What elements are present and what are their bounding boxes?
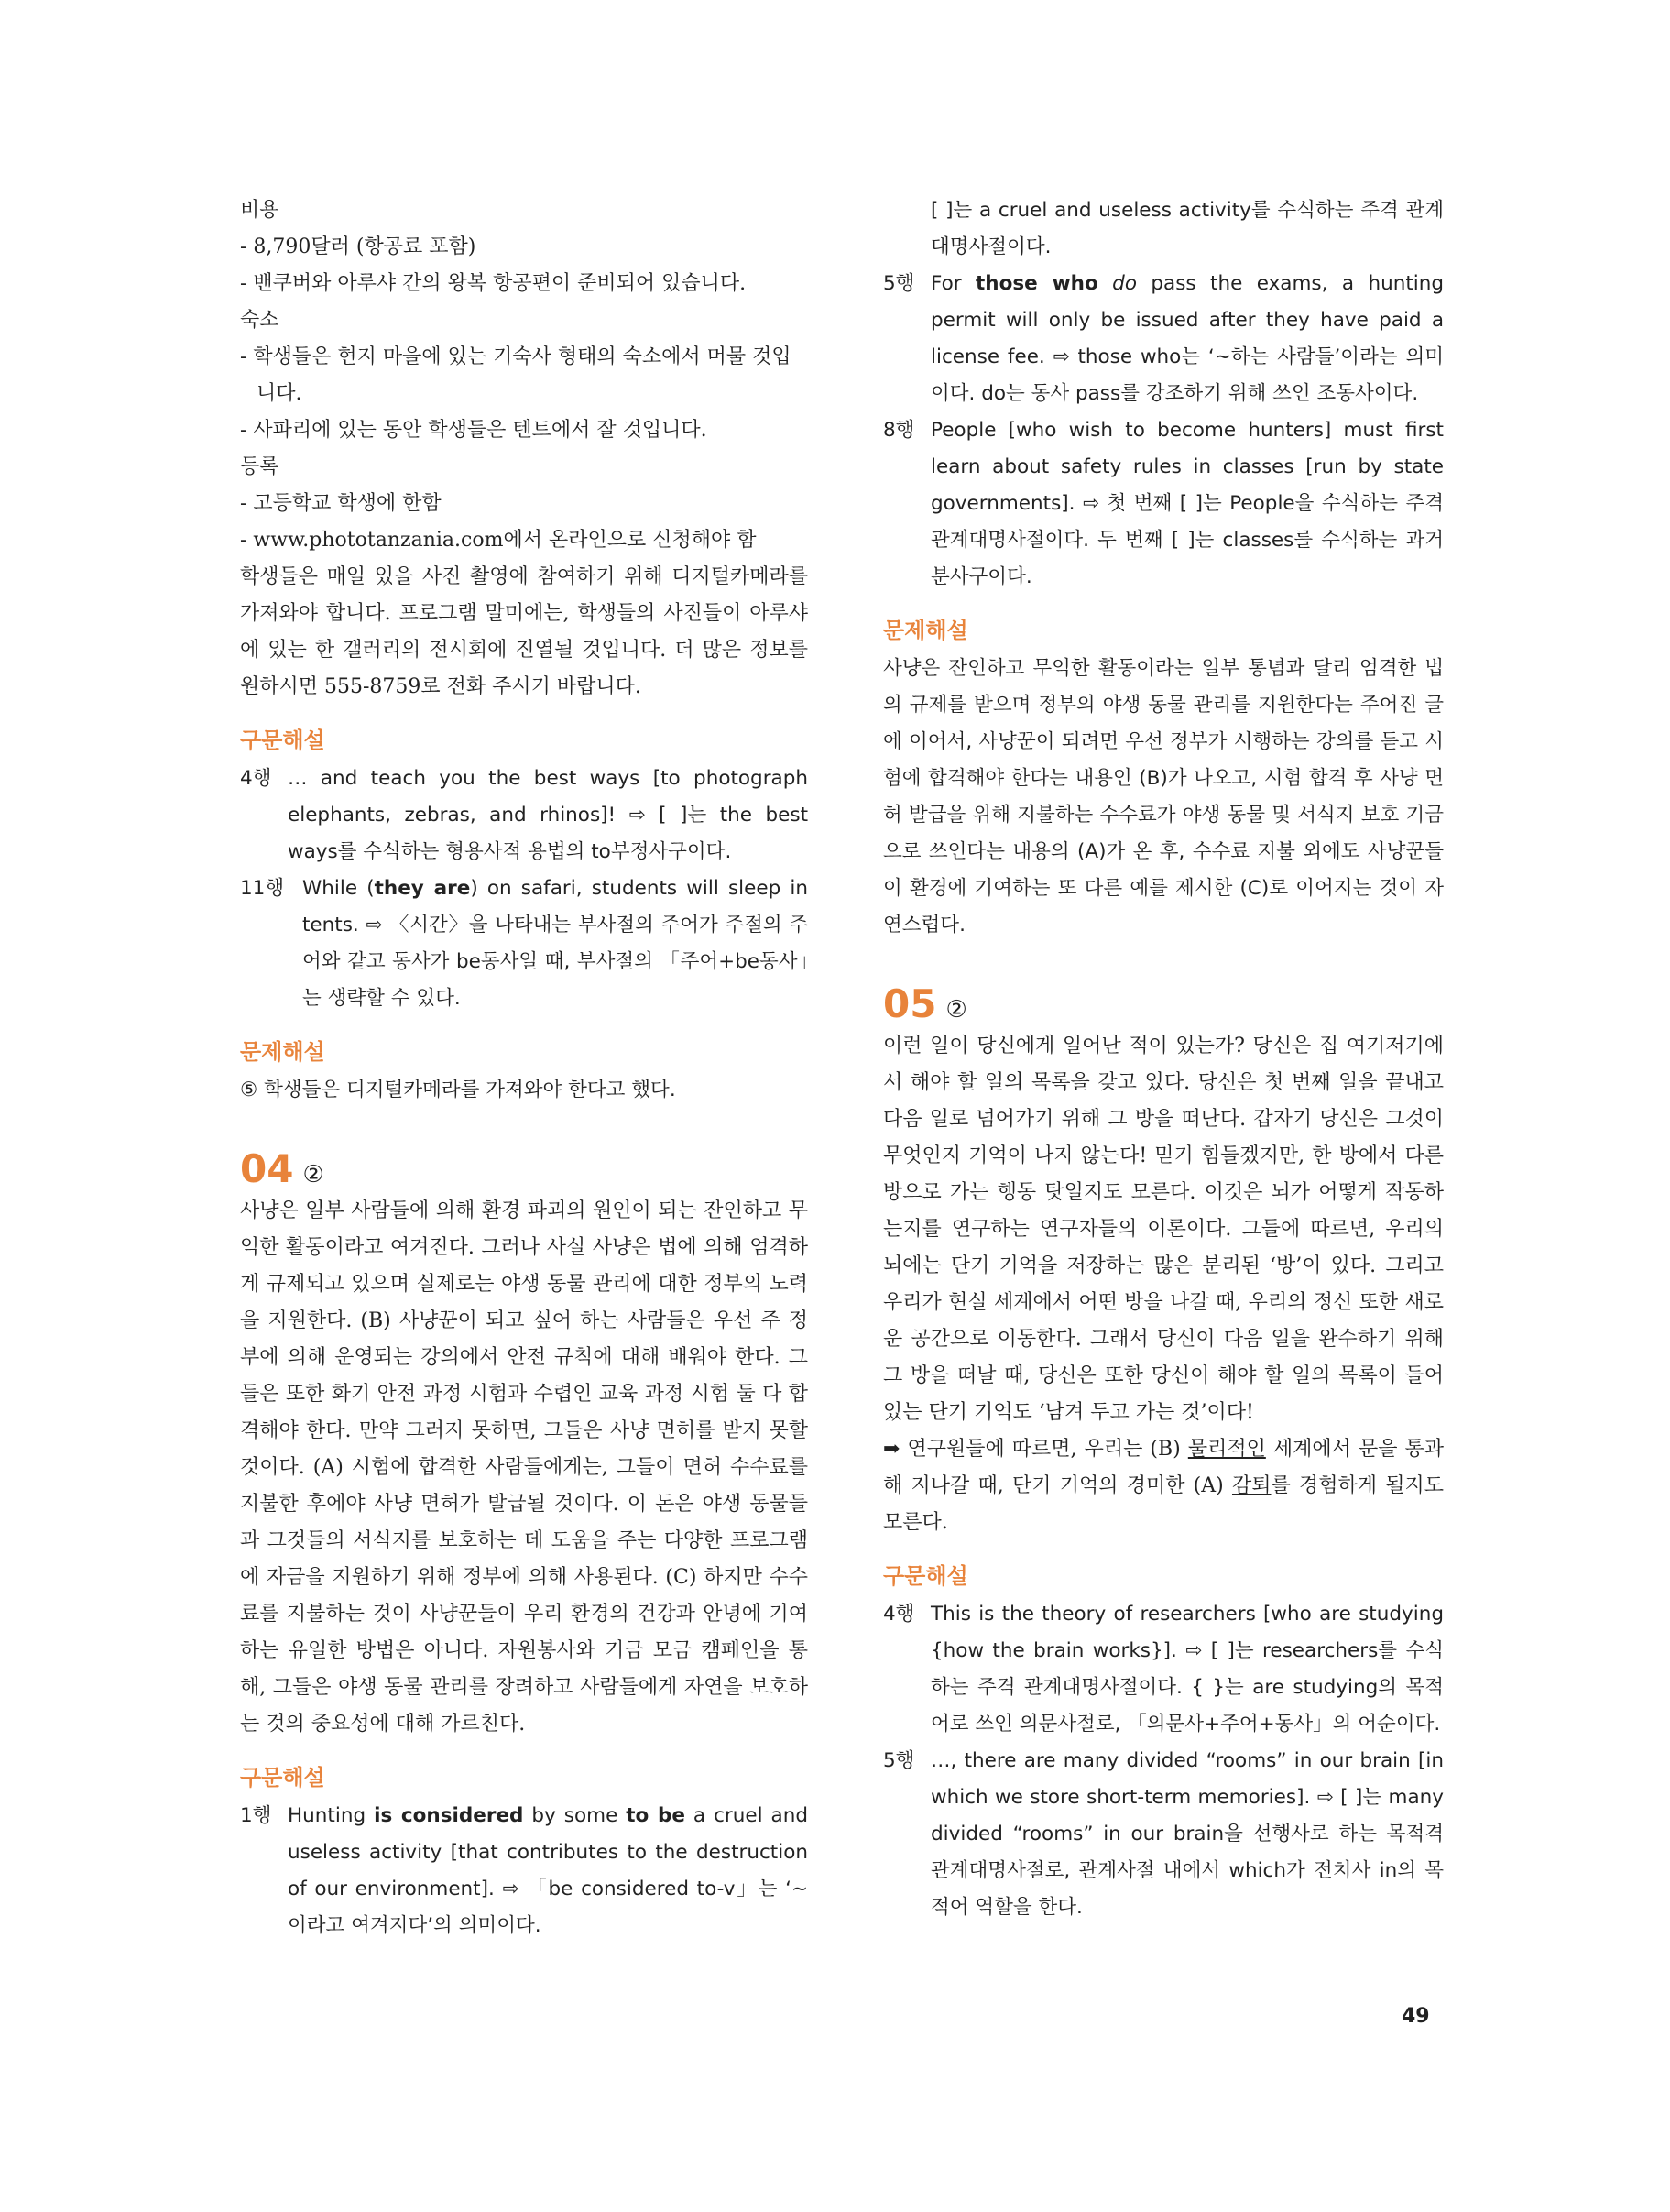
note-text-bold: is considered: [374, 1804, 524, 1827]
cost-label: 비용: [240, 199, 279, 222]
note-text-bold: to be: [626, 1804, 685, 1827]
note-text-italic: do: [1112, 272, 1137, 295]
syntax-note: [240, 761, 808, 871]
syntax-note-continued: [883, 192, 1444, 266]
syntax-note: [240, 871, 808, 1017]
summary-part: 를 경험하게 될지도 모른다.: [883, 1474, 1444, 1534]
list-item: - 고등학교 학생에 한함: [240, 492, 442, 515]
line-ref: 5행: [883, 272, 915, 295]
lodging-label: 숙소: [240, 309, 279, 332]
problem-text: ⑤ 학생들은 디지털카메라를 가져와야 한다고 했다.: [240, 1079, 676, 1101]
note-text: [288, 1798, 808, 1944]
note-text-part: Hunting: [288, 1804, 375, 1827]
note-text: …, there are many divided “rooms” in our brain [in which we store short-term memories]. ⇨ [ ]는 many divided “rooms” in our brain을 선행사로 하는 목적격 관계대명사절로, 관계사절 내에서 which가 전치사 in의 목적어 역할을 한다.: [931, 1749, 1444, 1919]
note-text-bold: those who: [976, 272, 1098, 295]
syntax-note: [883, 412, 1444, 596]
note-text-part: For: [931, 272, 977, 295]
list-item: - 8,790달러 (항공료 포함): [240, 235, 476, 258]
question-answer: ②: [302, 1161, 324, 1188]
line-ref: 1행: [240, 1804, 272, 1827]
note-text-bold: they are: [374, 877, 471, 900]
syntax-note: [240, 1798, 808, 1944]
question-header: [240, 1145, 808, 1193]
question-header: [883, 980, 1444, 1028]
summary-part: 세계에서 문을 통과해 지나갈 때, 단기 기억의 경미한 (A): [883, 1438, 1445, 1497]
note-text: [302, 871, 808, 1017]
problem-text: 사냥은 잔인하고 무익한 활동이라는 일부 통념과 달리 엄격한 법의 규제를 받으며 정부의 야생 동물 관리를 지원한다는 주어진 글에 이어서, 사냥꾼이 되려면 우선 정부가 시행하는 강의를 듣고 시험에 합격해야 한다는 내용인 (B)가 나오고, 시험 합격 후 사냥 면허 발급을 위해 지불하는 수수료가 야생 동물 및 서식지 보호 기금으로 쓰인다는 내용의 (A)가 온 후, 수수료 지불 외에도 사냥꾼들이 환경에 기여하는 또 다른 예를 제시한 (C)로 이어지는 것이 자연스럽다.: [883, 657, 1444, 936]
list-item: - 밴쿠버와 아루샤 간의 왕복 항공편이 준비되어 있습니다.: [240, 272, 747, 295]
list-item: - 사파리에 있는 동안 학생들은 텐트에서 잘 것입니다.: [240, 419, 707, 442]
syntax-note: [883, 1596, 1444, 1743]
note-text-part: by some: [523, 1804, 627, 1827]
note-text: [931, 266, 1444, 412]
line-ref: 8행: [883, 419, 915, 442]
translation-passage: 사냥은 일부 사람들에 의해 환경 파괴의 원인이 되는 잔인하고 무익한 활동이라고 여겨진다. 그러나 사실 사냥은 법에 의해 엄격하게 규제되고 있으며 실제로는 야생 동물 관리에 대한 정부의 노력을 지원한다. (B) 사냥꾼이 되고 싶어 하는 사람들은 우선 주 정부에 의해 운영되는 강의에서 안전 규칙에 대해 배워야 한다. 그들은 또한 화기 안전 과정 시험과 수렵인 교육 과정 시험 둘 다 합격해야 한다. 만약 그러지 못하면, 그들은 사냥 면허를 받지 못할 것이다. (A) 시험에 합격한 사람들에게는, 그들이 면허 수수료를 지불한 후에야 사냥 면허가 발급될 것이다. 이 돈은 야생 동물들과 그것들의 서식지를 보호하는 데 도움을 주는 다양한 프로그램에 자금을 지원하기 위해 정부에 의해 사용된다. (C) 하지만 수수료를 지불하는 것이 사냥꾼들이 우리 환경의 건강과 안녕에 기여하는 유일한 방법은 아니다. 자원봉사와 기금 모금 캠페인을 통해, 그들은 야생 동물 관리를 장려하고 사람들에게 자연을 보호하는 것의 중요성에 대해 가르친다.: [240, 1199, 808, 1736]
syntax-note: [883, 1743, 1444, 1926]
closing-paragraph: 학생들은 매일 있을 사진 촬영에 참여하기 위해 디지털카메라를 가져와야 합니다. 프로그램 말미에는, 학생들의 사진들이 아루샤에 있는 한 갤러리의 전시회에 진열될 것입니다. 더 많은 정보를 원하시면 555-8759로 전화 주시기 바랍니다.: [240, 565, 808, 698]
note-text: This is the theory of researchers [who are studying {how the brain works}]. ⇨ [ ]는 researchers를 수식하는 주격 관계대명사절이다. { }는 are studying의 목적어로 쓰인 의문사절로, 「의문사+주어+동사」의 어순이다.: [931, 1603, 1444, 1736]
line-ref: 5행: [883, 1749, 915, 1772]
right-column: [883, 192, 1444, 1926]
summary-part: ➡ 연구원들에 따르면, 우리는 (B): [883, 1438, 1188, 1461]
note-text-part: pass the exams, a hunting permit will only be issued after they have paid a license fee. ⇨ those who는 ‘~하는 사람들’이라는 의미이다. do는 동사 pass를 강조하기 위해 쓰인 조동사이다.: [931, 272, 1444, 405]
syntax-heading: 구문해설: [240, 1765, 325, 1790]
question-number: 04: [240, 1146, 294, 1191]
summary-answer-a: 감퇴: [1231, 1474, 1272, 1497]
summary-answer-b: 물리적인: [1187, 1438, 1266, 1461]
note-text: … and teach you the best ways [to photograph elephants, zebras, and rhinos]! ⇨ [ ]는 the best ways를 수식하는 형용사적 용법의 to부정사구이다.: [288, 767, 808, 863]
line-ref: 4행: [883, 1603, 915, 1626]
line-ref: 4행: [240, 767, 272, 790]
line-ref: 11행: [240, 877, 285, 900]
note-text: People [who wish to become hunters] must first learn about safety rules in classes [run by state governments]. ⇨ 첫 번째 [ ]는 People을 수식하는 주격 관계대명사절이다. 두 번째 [ ]는 classes를 수식하는 과거분사구이다.: [931, 419, 1444, 588]
note-text-part: [1098, 272, 1112, 295]
question-number: 05: [883, 981, 937, 1026]
question-answer: ②: [945, 996, 967, 1024]
syntax-note: [883, 266, 1444, 412]
register-label: 등록: [240, 455, 279, 478]
problem-heading: 문제해설: [240, 1039, 325, 1065]
list-item: - 학생들은 현지 마을에 있는 기숙사 형태의 숙소에서 머물 것입니다.: [240, 345, 791, 405]
translation-passage: 이런 일이 당신에게 일어난 적이 있는가? 당신은 집 여기저기에서 해야 할 일의 목록을 갖고 있다. 당신은 첫 번째 일을 끝내고 다음 일로 넘어가기 위해 그 방을 떠난다. 갑자기 당신은 그것이 무엇인지 기억이 나지 않는다! 믿기 힘들겠지만, 한 방에서 다른 방으로 가는 행동 탓일지도 모른다. 이것은 뇌가 어떻게 작동하는지를 연구하는 연구자들의 이론이다. 그들에 따르면, 우리의 뇌에는 단기 기억을 저장하는 많은 분리된 ‘방’이 있다. 그리고 우리가 현실 세계에서 어떤 방을 나갈 때, 우리의 정신 또한 새로운 공간으로 이동한다. 그래서 당신이 다음 일을 완수하기 위해 그 방을 떠날 때, 당신은 또한 당신이 해야 할 일의 목록이 들어 있는 단기 기억도 ‘남겨 두고 가는 것’이다!: [883, 1035, 1444, 1424]
list-item: - www.phototanzania.com에서 온라인으로 신청해야 함: [240, 529, 757, 552]
note-text-part: ) on safari, students will sleep in tents. ⇨ 〈시간〉을 나타내는 부사절의 주어가 주절의 주어와 같고 동사가 be동사일 때, 부사절의 「주어+be동사」는 생략할 수 있다.: [302, 877, 808, 1010]
problem-heading: 문제해설: [883, 618, 968, 643]
tour-info-block: [240, 192, 808, 706]
syntax-heading: 구문해설: [240, 728, 325, 753]
note-text-part: While (: [302, 877, 375, 900]
note-text-part: a cruel and useless activity [that contributes to the destruction of our environment]. ⇨ 「be considered to-v」는 ‘~이라고 여겨지다’의 의미이다.: [288, 1804, 808, 1937]
page-number: 49: [1402, 2005, 1430, 2028]
note-text: [ ]는 a cruel and useless activity를 수식하는 주격 관계대명사절이다.: [931, 199, 1444, 258]
left-column: [240, 192, 808, 1944]
summary-sentence: [883, 1431, 1444, 1541]
syntax-heading: 구문해설: [883, 1563, 968, 1589]
